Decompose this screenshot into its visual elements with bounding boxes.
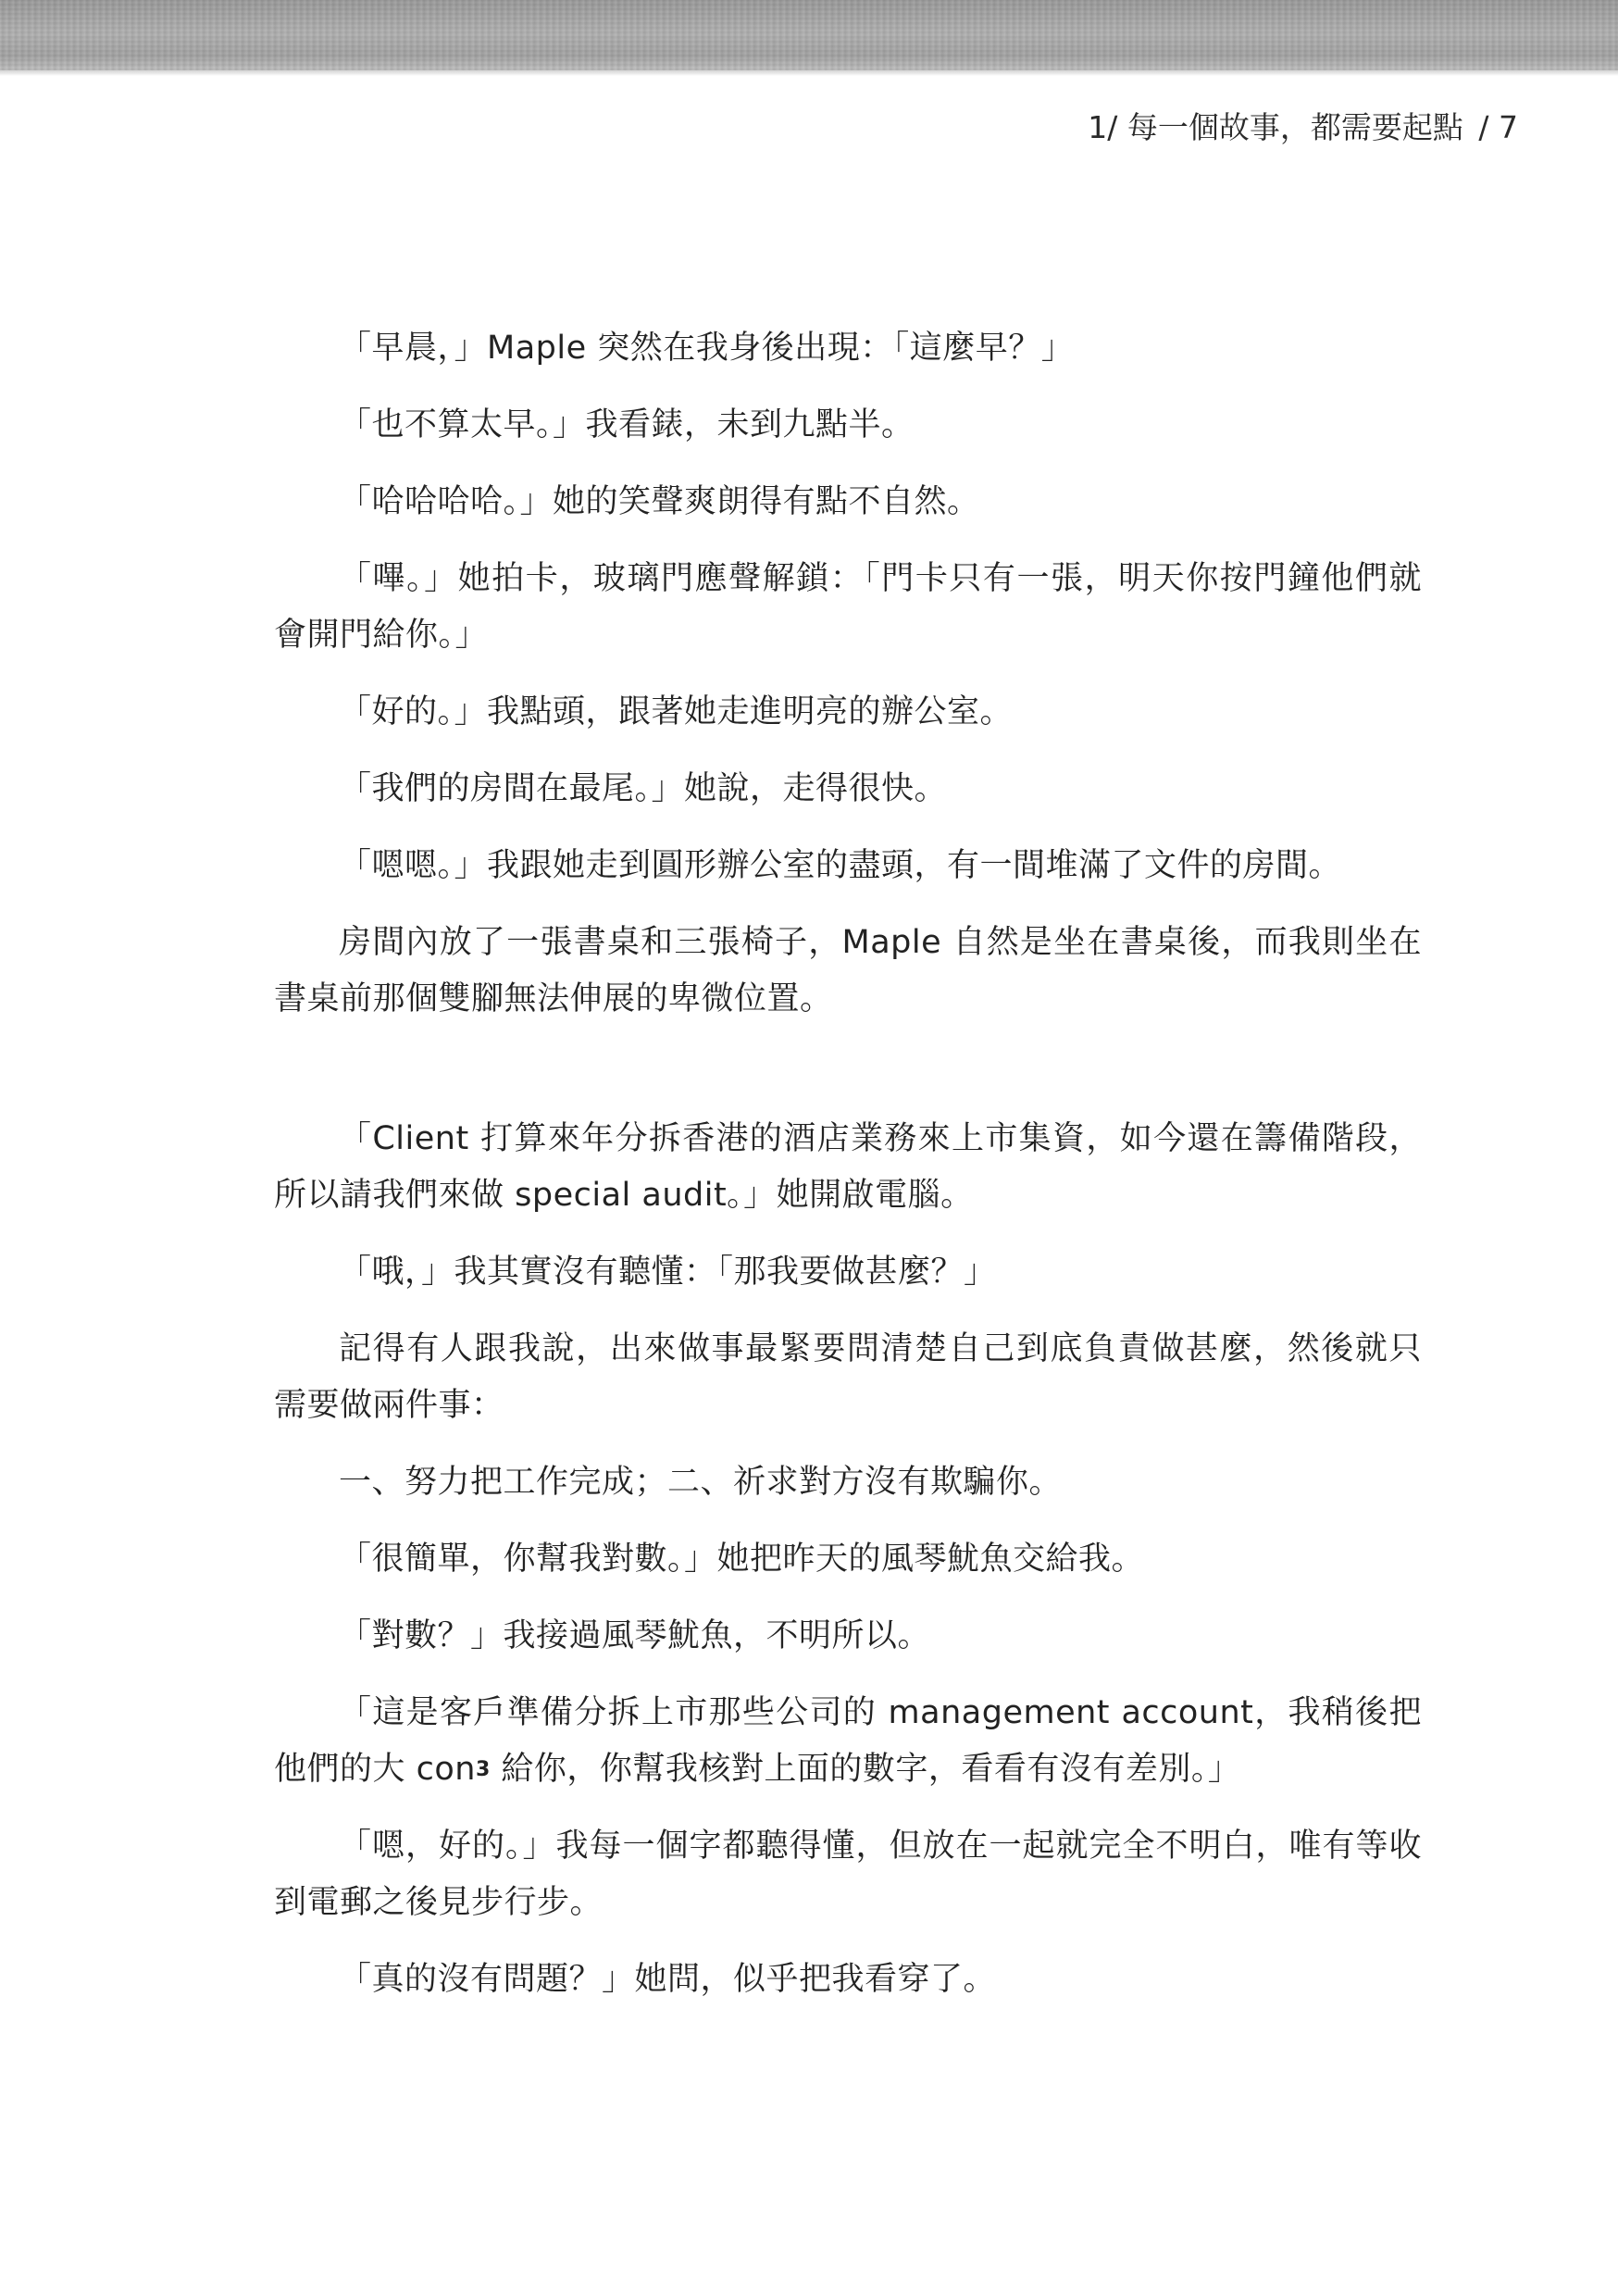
paragraph: 「也不算太早。」我看錶，未到九點半。	[339, 406, 915, 443]
paragraph-text-after: 給你，你幫我核對上面的數字，看看有沒有差別。」	[490, 1751, 1241, 1788]
paragraph: 「早晨，」Maple 突然在我身後出現：「這麼早？」	[339, 330, 1075, 367]
paragraph: 「嗯嗯。」我跟她走到圓形辦公室的盡頭，有一間堆滿了文件的房間。	[339, 847, 1342, 884]
paragraph-text-before: 「這是客戶準備分拆上市那些公司的 management account，我稍後把他們的大 con	[274, 1694, 1422, 1788]
paragraph: 「很簡單，你幫我對數。」她把昨天的風琴魷魚交給我。	[339, 1541, 1145, 1578]
paragraph: 「真的沒有問題？」她問，似乎把我看穿了。	[339, 1961, 997, 1998]
paragraph: 「嗯，好的。」我每一個字都聽得懂，但放在一起就完全不明白，唯有等收到電郵之後見步行步。	[274, 1828, 1422, 1921]
running-header	[1088, 107, 1524, 148]
chapter-title: 每一個故事，都需要起點	[1126, 109, 1463, 145]
paragraph-with-footnote	[274, 1685, 1422, 1798]
top-decorative-band	[0, 0, 1618, 74]
paragraph: 房間內放了一張書桌和三張椅子，Maple 自然是坐在書桌後，而我則坐在書桌前那個雙腳無法伸展的卑微位置。	[274, 924, 1422, 1017]
paragraph: 「我們的房間在最尾。」她說，走得很快。	[339, 770, 948, 807]
body-text	[274, 320, 1422, 2028]
paragraph: 「好的。」我點頭，跟著她走進明亮的辦公室。	[339, 693, 1014, 730]
paragraph: 記得有人跟我說，出來做事最緊要問清楚自己到底負責做甚麼，然後就只需要做兩件事：	[274, 1330, 1422, 1424]
paragraph: 「Client 打算來年分拆香港的酒店業務來上市集資，如今還在籌備階段，所以請我們來做 special audit。」她開啟電腦。	[274, 1120, 1422, 1214]
top-band-edge	[0, 70, 1618, 76]
chapter-number: 1/	[1088, 109, 1118, 145]
page-number: / 7	[1478, 109, 1518, 145]
paragraph: 「對數？」我接過風琴魷魚，不明所以。	[339, 1617, 931, 1654]
paragraph: 「哦，」我其實沒有聽懂：「那我要做甚麼？」	[339, 1254, 997, 1291]
paragraph: 一、努力把工作完成；二、祈求對方沒有欺騙你。	[339, 1464, 1063, 1501]
paragraph: 「哈哈哈哈。」她的笑聲爽朗得有點不自然。	[339, 483, 980, 520]
footnote-marker: 3	[475, 1758, 491, 1781]
paragraph: 「嗶。」她拍卡，玻璃門應聲解鎖：「門卡只有一張，明天你按門鐘他們就會開門給你。」	[274, 560, 1422, 654]
